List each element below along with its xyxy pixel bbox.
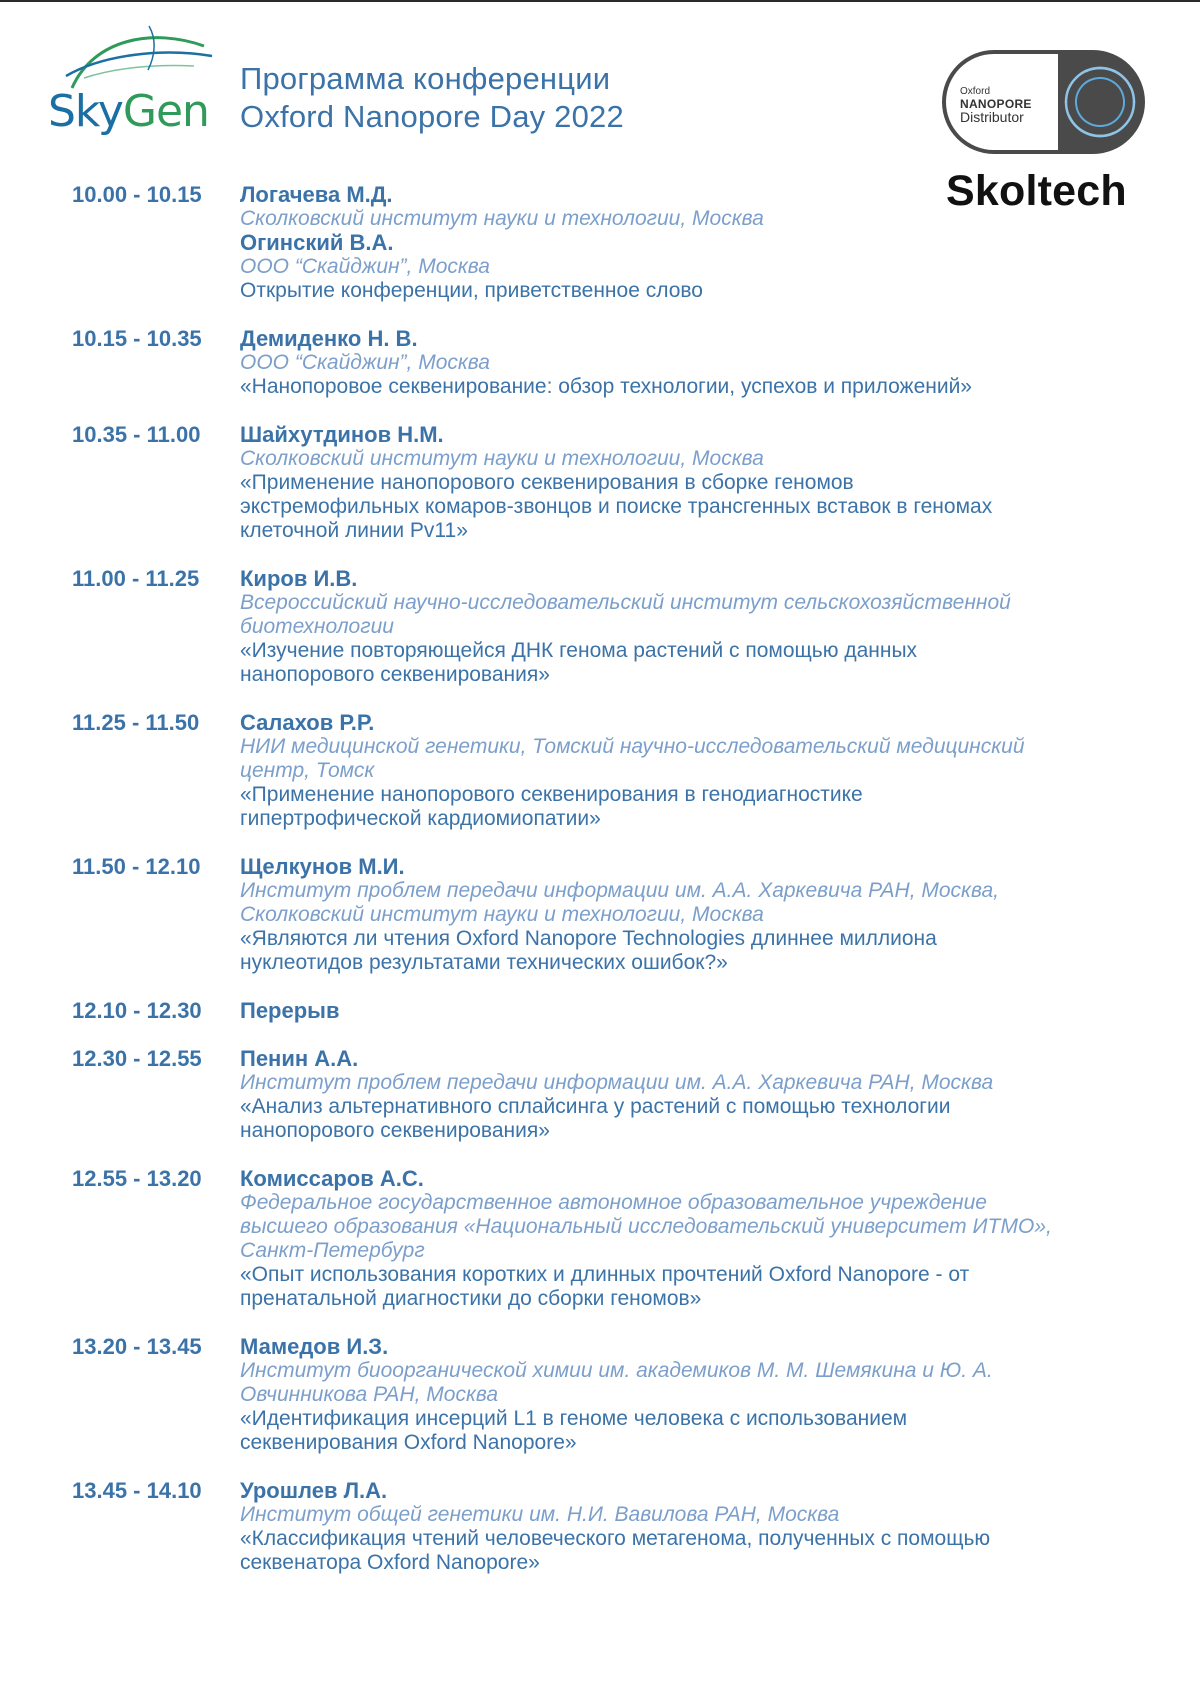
speaker-name: Киров И.В.	[240, 566, 358, 591]
program-slot	[72, 999, 1112, 1023]
talk-title: «Анализ альтернативного сплайсинга у растений с помощью технологии	[240, 1095, 951, 1118]
program-slot	[72, 1167, 1112, 1311]
speaker-affiliation: Санкт-Петербург	[240, 1239, 425, 1262]
speaker-name: Комиссаров А.С.	[240, 1166, 424, 1191]
talk-title: нанопорового секвенирования»	[240, 1119, 550, 1142]
speaker-name: Шайхутдинов Н.М.	[240, 422, 444, 447]
talk-title: «Изучение повторяющейся ДНК генома растений с помощью данных	[240, 639, 918, 662]
speaker-affiliation: ООО “Скайджин”, Москва	[240, 255, 490, 278]
talk-title: «Являются ли чтения Oxford Nanopore Technologies длиннее миллиона	[240, 927, 937, 950]
slot-time: 10.15 - 10.35	[72, 326, 202, 351]
skygen-wordmark	[48, 86, 209, 137]
speaker-affiliation: высшего образования «Национальный исследовательский университет ИТМО»,	[240, 1215, 1052, 1238]
slot-details	[240, 1479, 1112, 1575]
speaker-affiliation: Всероссийский научно-исследовательский институт сельскохозяйственной	[240, 591, 1011, 614]
slot-details	[240, 567, 1112, 687]
talk-title: гипертрофической кардиомиопатии»	[240, 807, 601, 830]
title-line-2: Oxford Nanopore Day 2022	[240, 99, 624, 134]
speaker-name: Мамедов И.З.	[240, 1334, 389, 1359]
speaker-affiliation: биотехнологии	[240, 615, 394, 638]
skygen-sky: Sky	[48, 86, 123, 137]
speaker-affiliation: НИИ медицинской генетики, Томский научно-исследовательский медицинский	[240, 735, 1025, 758]
slot-time: 12.30 - 12.55	[72, 1046, 202, 1071]
speaker-name: Огинский В.А.	[240, 230, 394, 255]
program-slot	[72, 183, 1112, 303]
speaker-affiliation: Федеральное государственное автономное образовательное учреждение	[240, 1191, 987, 1214]
program-slot	[72, 1335, 1112, 1455]
slot-details	[240, 711, 1112, 831]
program-slot	[72, 1047, 1112, 1143]
speaker-affiliation: Сколковский институт науки и технологии, Москва	[240, 903, 764, 926]
speaker-affiliation: Институт общей генетики им. Н.И. Вавилова РАН, Москва	[240, 1503, 840, 1526]
title-line-1: Программа конференции	[240, 61, 611, 96]
ont-badge-text	[960, 87, 1032, 125]
slot-time: 12.55 - 13.20	[72, 1166, 202, 1191]
talk-title: экстремофильных комаров-звонцов и поиске трансгенных вставок в геномах	[240, 495, 993, 518]
ont-line-nanopore: NANOPORE	[960, 96, 1032, 111]
nanopore-swirl-icon	[1054, 56, 1146, 148]
slot-details	[240, 183, 1112, 303]
talk-title: секвенирования Oxford Nanopore»	[240, 1431, 577, 1454]
slot-time: 11.25 - 11.50	[72, 710, 200, 735]
slot-time: 10.00 - 10.15	[72, 182, 202, 207]
speaker-name: Логачева М.Д.	[240, 182, 393, 207]
speaker-affiliation: Овчинникова РАН, Москва	[240, 1383, 499, 1406]
top-border	[0, 0, 1200, 2]
slot-details	[240, 855, 1112, 975]
speaker-name: Урошлев Л.А.	[240, 1478, 388, 1503]
speaker-affiliation: Сколковский институт науки и технологии, Москва	[240, 207, 764, 230]
speaker-affiliation: Институт проблем передачи информации им. А.А. Харкевича РАН, Москва,	[240, 879, 999, 902]
slot-time: 10.35 - 11.00	[72, 422, 201, 447]
skoltech-logo: Skoltech	[946, 167, 1127, 215]
skygen-gen: Gen	[122, 86, 209, 137]
slot-details	[240, 999, 1112, 1023]
talk-title: «Нанопоровое секвенирование: обзор технологии, успехов и приложений»	[240, 375, 972, 398]
speaker-name: Демиденко Н. В.	[240, 326, 418, 351]
program-slot	[72, 711, 1112, 831]
speaker-affiliation: Институт проблем передачи информации им. А.А. Харкевича РАН, Москва	[240, 1071, 994, 1094]
talk-title: Открытие конференции, приветственное слово	[240, 279, 703, 302]
skygen-logo	[44, 18, 214, 138]
slot-time: 11.50 - 12.10	[72, 854, 201, 879]
slot-details	[240, 327, 1112, 399]
program-slot	[72, 327, 1112, 399]
talk-title: нуклеотидов результатами технических ошибок?»	[240, 951, 728, 974]
slot-details	[240, 1167, 1112, 1311]
ont-line-oxford: Oxford	[960, 86, 991, 97]
slot-details	[240, 1335, 1112, 1455]
talk-title: секвенатора Oxford Nanopore»	[240, 1551, 540, 1574]
slot-details	[240, 423, 1112, 543]
program-slot	[72, 855, 1112, 975]
program-slot	[72, 423, 1112, 543]
talk-title: «Опыт использования коротких и длинных прочтений Oxford Nanopore - от	[240, 1263, 970, 1286]
slot-time: 13.20 - 13.45	[72, 1334, 202, 1359]
program-slot	[72, 567, 1112, 687]
speaker-name: Салахов Р.Р.	[240, 710, 375, 735]
ont-line-distributor: Distributor	[960, 109, 1024, 126]
speaker-affiliation: ООО “Скайджин”, Москва	[240, 351, 490, 374]
speaker-affiliation: Сколковский институт науки и технологии, Москва	[240, 447, 764, 470]
slot-details	[240, 1047, 1112, 1143]
talk-title: «Классификация чтений человеческого метагенома, полученных с помощью	[240, 1527, 991, 1550]
speaker-name: Пенин А.А.	[240, 1046, 359, 1071]
talk-title: «Идентификация инсерций L1 в геноме человека с использованием	[240, 1407, 908, 1430]
speaker-name: Перерыв	[240, 998, 340, 1023]
ont-distributor-badge	[942, 50, 1145, 154]
talk-title: пренатальной диагностики до сборки геномов»	[240, 1287, 702, 1310]
page-title	[240, 60, 624, 136]
talk-title: клеточной линии Pv11»	[240, 519, 468, 542]
talk-title: «Применение нанопорового секвенирования в сборке геномов	[240, 471, 854, 494]
talk-title: «Применение нанопорового секвенирования в генодиагностике	[240, 783, 863, 806]
program-slot	[72, 1479, 1112, 1575]
slot-time: 12.10 - 12.30	[72, 998, 202, 1023]
slot-time: 11.00 - 11.25	[72, 566, 200, 591]
talk-title: нанопорового секвенирования»	[240, 663, 550, 686]
speaker-name: Щелкунов М.И.	[240, 854, 405, 879]
slot-time: 13.45 - 14.10	[72, 1478, 202, 1503]
program-list	[72, 183, 1112, 1599]
speaker-affiliation: Институт биоорганической химии им. академиков М. М. Шемякина и Ю. А.	[240, 1359, 993, 1382]
speaker-affiliation: центр, Томск	[240, 759, 375, 782]
ont-badge-panel	[946, 54, 1058, 150]
